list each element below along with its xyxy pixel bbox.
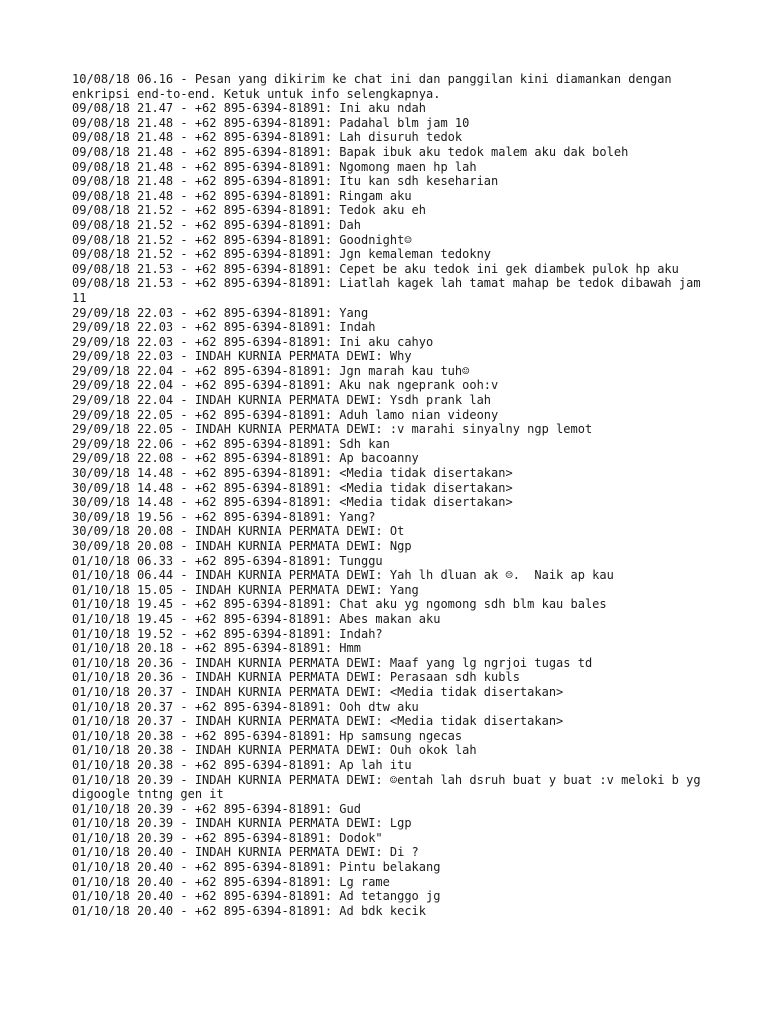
chat-line: 01/10/18 20.38 - +62 895-6394-81891: Hp samsung ngecas xyxy=(72,728,463,743)
chat-line: 29/09/18 22.05 - +62 895-6394-81891: Aduh lamo nian videony xyxy=(72,407,499,422)
chat-line: 29/09/18 22.03 - +62 895-6394-81891: Indah xyxy=(72,320,376,335)
chat-line: 01/10/18 20.39 - +62 895-6394-81891: Gud xyxy=(72,801,361,816)
chat-line: 09/08/18 21.53 - +62 895-6394-81891: Liatlah kagek lah tamat mahap be tedok dibawah jam 11 xyxy=(72,276,708,305)
chat-line: 01/10/18 15.05 - INDAH KURNIA PERMATA DEWI: Yang xyxy=(72,582,419,597)
chat-line: 09/08/18 21.48 - +62 895-6394-81891: Ringam aku xyxy=(72,188,412,203)
chat-line: 01/10/18 20.36 - INDAH KURNIA PERMATA DEWI: Perasaan sdh kubls xyxy=(72,670,520,685)
chat-line: 29/09/18 22.08 - +62 895-6394-81891: Ap bacoanny xyxy=(72,451,419,466)
chat-line: 29/09/18 22.04 - +62 895-6394-81891: Jgn marah kau tuh☺ xyxy=(72,363,470,378)
chat-line: 01/10/18 20.40 - +62 895-6394-81891: Lg rame xyxy=(72,874,390,889)
chat-line: 01/10/18 20.37 - INDAH KURNIA PERMATA DEWI: <Media tidak disertakan> xyxy=(72,714,564,729)
chat-line: 30/09/18 19.56 - +62 895-6394-81891: Yang? xyxy=(72,509,376,524)
chat-line: 01/10/18 20.39 - +62 895-6394-81891: Dodok" xyxy=(72,830,383,845)
chat-line: 30/09/18 20.08 - INDAH KURNIA PERMATA DEWI: Ngp xyxy=(72,539,412,553)
chat-line: 09/08/18 21.48 - +62 895-6394-81891: Lah disuruh tedok xyxy=(72,130,463,145)
chat-line: 01/10/18 06.33 - +62 895-6394-81891: Tunggu xyxy=(72,553,383,568)
chat-line: 09/08/18 21.52 - +62 895-6394-81891: Goodnight☺ xyxy=(72,232,412,247)
chat-line: 09/08/18 21.52 - +62 895-6394-81891: Tedok aku eh xyxy=(72,203,427,218)
chat-line: 01/10/18 20.40 - INDAH KURNIA PERMATA DEWI: Di ? xyxy=(72,845,419,860)
chat-line: 01/10/18 20.18 - +62 895-6394-81891: Hmm xyxy=(72,641,361,656)
chat-line: 01/10/18 20.37 - INDAH KURNIA PERMATA DEWI: <Media tidak disertakan> xyxy=(72,684,564,699)
chat-line: 09/08/18 21.48 - +62 895-6394-81891: Bapak ibuk aku tedok malem aku dak boleh xyxy=(72,144,629,159)
chat-line: 29/09/18 22.05 - INDAH KURNIA PERMATA DEWI: :v marahi sinyalny ngp lemot xyxy=(72,422,593,437)
chat-line: 01/10/18 20.39 - INDAH KURNIA PERMATA DEWI: Lgp xyxy=(72,816,412,831)
chat-line: 01/10/18 20.40 - +62 895-6394-81891: Pintu belakang xyxy=(72,860,441,875)
chat-line: 29/09/18 22.04 - +62 895-6394-81891: Aku nak ngeprank ooh:v xyxy=(72,378,499,393)
chat-log-text xyxy=(72,72,708,918)
chat-line: 01/10/18 19.45 - +62 895-6394-81891: Abes makan aku xyxy=(72,611,441,626)
chat-line: 01/10/18 20.40 - +62 895-6394-81891: Ad tetanggo jg xyxy=(72,889,441,904)
chat-line: 01/10/18 20.36 - INDAH KURNIA PERMATA DEWI: Maaf yang lg ngrjoi tugas td xyxy=(72,655,593,670)
chat-line: 30/09/18 14.48 - +62 895-6394-81891: <Media tidak disertakan> xyxy=(72,480,513,495)
chat-line: 09/08/18 21.48 - +62 895-6394-81891: Padahal blm jam 10 xyxy=(72,115,470,130)
chat-line: 01/10/18 20.39 - INDAH KURNIA PERMATA DEWI: ☺entah lah dsruh buat y buat :v meloki b yg digoogle tntng gen it xyxy=(72,772,708,802)
chat-line: 29/09/18 22.04 - INDAH KURNIA PERMATA DEWI: Ysdh prank lah xyxy=(72,393,492,408)
chat-line: 01/10/18 19.45 - +62 895-6394-81891: Chat aku yg ngomong sdh blm kau bales xyxy=(72,597,607,612)
chat-line: 09/08/18 21.47 - +62 895-6394-81891: Ini aku ndah xyxy=(72,101,427,116)
chat-line: 29/09/18 22.03 - INDAH KURNIA PERMATA DEWI: Why xyxy=(72,349,412,364)
chat-line: 01/10/18 20.38 - INDAH KURNIA PERMATA DEWI: Ouh okok lah xyxy=(72,743,477,758)
chat-line: 30/09/18 14.48 - +62 895-6394-81891: <Media tidak disertakan> xyxy=(72,466,513,481)
chat-line: 30/09/18 20.08 - INDAH KURNIA PERMATA DEWI: Ot xyxy=(72,524,405,539)
chat-line: 29/09/18 22.03 - +62 895-6394-81891: Yang xyxy=(72,305,369,320)
chat-line: 01/10/18 20.40 - +62 895-6394-81891: Ad bdk kecik xyxy=(72,903,427,918)
chat-line: 01/10/18 20.37 - +62 895-6394-81891: Ooh dtw aku xyxy=(72,699,419,714)
chat-line: 01/10/18 20.38 - +62 895-6394-81891: Ap lah itu xyxy=(72,757,412,772)
chat-line: 09/08/18 21.52 - +62 895-6394-81891: Dah xyxy=(72,217,361,232)
chat-line: 29/09/18 22.06 - +62 895-6394-81891: Sdh kan xyxy=(72,436,390,451)
chat-line: 01/10/18 19.52 - +62 895-6394-81891: Indah? xyxy=(72,626,383,641)
chat-line: 09/08/18 21.53 - +62 895-6394-81891: Cepet be aku tedok ini gek diambek pulok hp aku xyxy=(72,261,679,276)
chat-line: 30/09/18 14.48 - +62 895-6394-81891: <Media tidak disertakan> xyxy=(72,495,513,510)
chat-line: 09/08/18 21.48 - +62 895-6394-81891: Itu kan sdh keseharian xyxy=(72,174,499,189)
chat-line: 09/08/18 21.48 - +62 895-6394-81891: Ngomong maen hp lah xyxy=(72,159,477,174)
chat-line: 09/08/18 21.52 - +62 895-6394-81891: Jgn kemaleman tedokny xyxy=(72,247,492,262)
chat-line: 10/08/18 06.16 - Pesan yang dikirim ke chat ini dan panggilan kini diamankan dengan enkripsi end-to-end. Ketuk untuk info selengkapnya. xyxy=(72,72,679,101)
chat-line: 29/09/18 22.03 - +62 895-6394-81891: Ini aku cahyo xyxy=(72,334,434,349)
chat-line: 01/10/18 06.44 - INDAH KURNIA PERMATA DEWI: Yah lh dluan ak ☹. Naik ap kau xyxy=(72,568,614,583)
